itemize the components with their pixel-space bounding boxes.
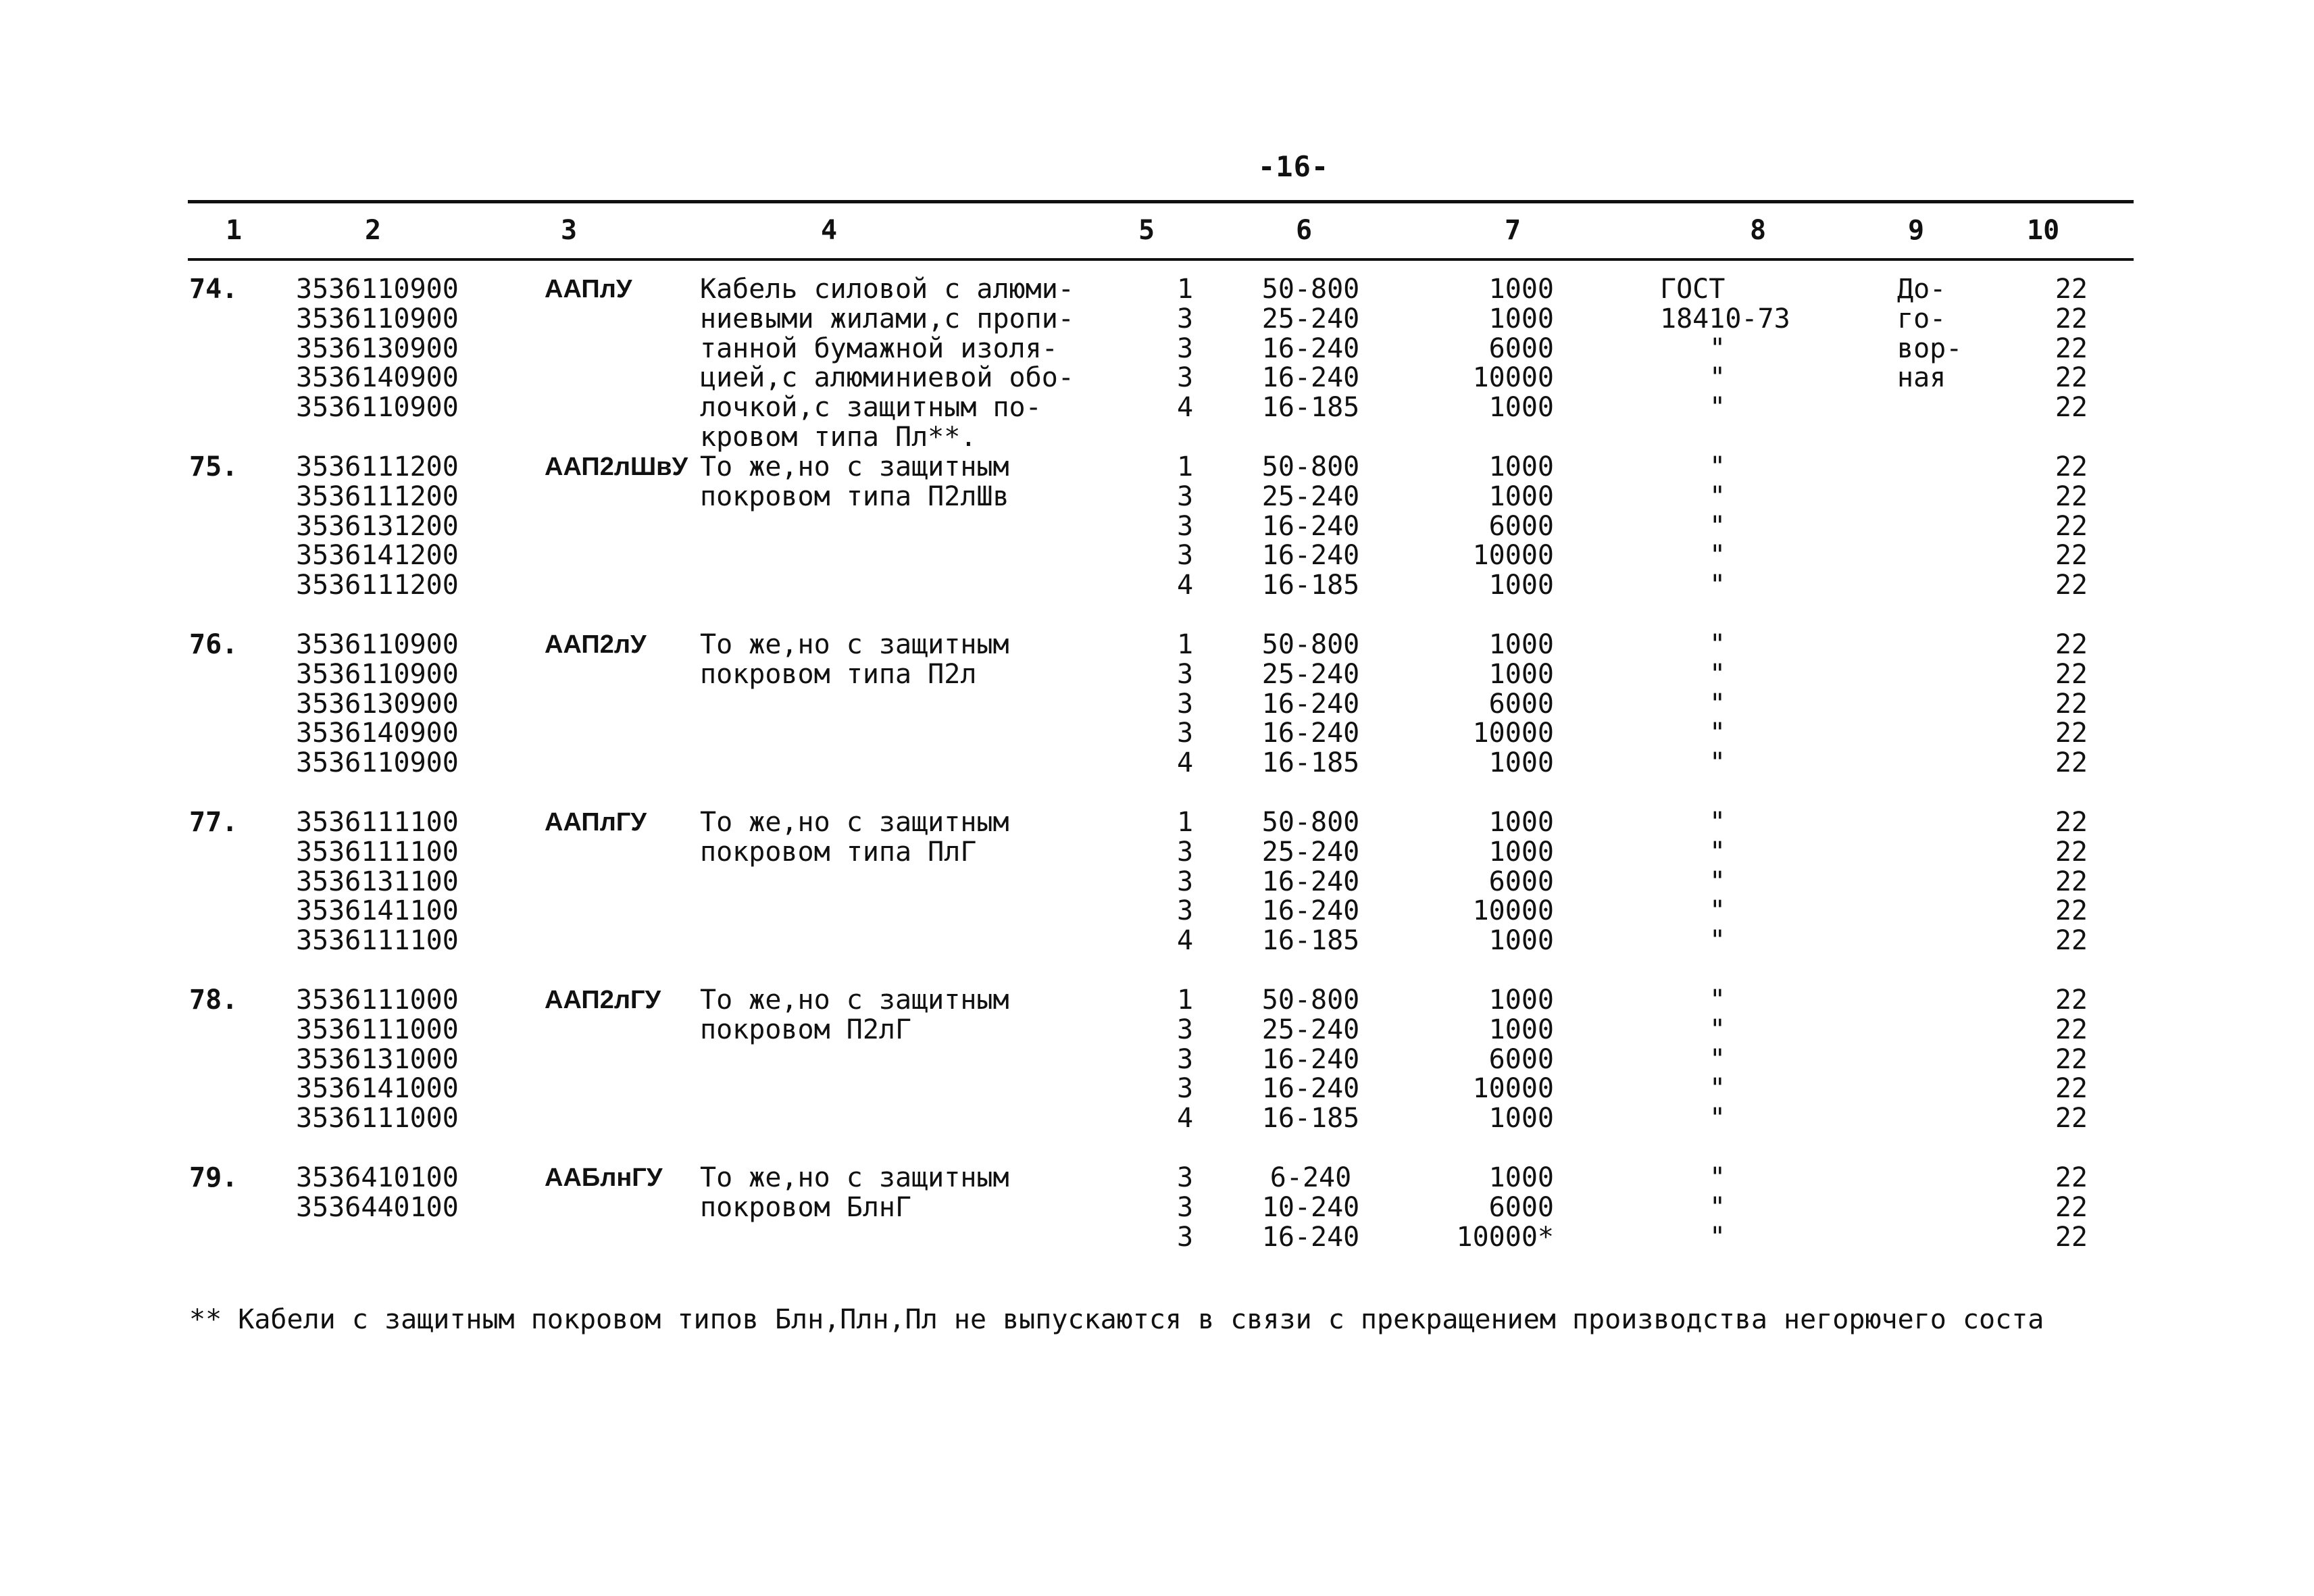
table-row xyxy=(0,1193,2314,1222)
table-row xyxy=(0,807,2314,837)
cross-section: 25-240 xyxy=(1261,836,1360,868)
item-number: 78. xyxy=(189,984,238,1016)
col-10-value: 22 xyxy=(2055,510,2088,542)
product-code: 3536111000 xyxy=(296,1014,459,1045)
col-10-value: 22 xyxy=(2055,332,2088,364)
table-row xyxy=(0,926,2314,955)
cable-description: То же,но с защитным xyxy=(700,451,1009,482)
product-code: 3536141100 xyxy=(296,895,459,927)
standard: " xyxy=(1709,540,1726,572)
footnote: ** Кабели с защитным покровом типов Блн,Плн,Пл не выпускаются в связи с прекращением производства негорючего соста xyxy=(189,1304,2044,1335)
standard: " xyxy=(1709,1043,1726,1075)
product-code: 3536110900 xyxy=(296,392,459,424)
voltage: 1000 xyxy=(1488,570,1554,601)
col-10-value: 22 xyxy=(2055,1073,2088,1105)
standard: " xyxy=(1709,836,1726,868)
product-code: 3536130900 xyxy=(296,688,459,720)
cross-section: 16-240 xyxy=(1261,1221,1360,1253)
voltage: 6000 xyxy=(1488,866,1554,897)
standard: " xyxy=(1709,895,1726,927)
voltage: 6000 xyxy=(1488,510,1554,542)
header-col-4: 4 xyxy=(821,215,838,246)
cross-section: 50-800 xyxy=(1261,984,1360,1016)
product-code: 3536111200 xyxy=(296,480,459,512)
core-count: 4 xyxy=(1177,747,1194,779)
table-row xyxy=(0,718,2314,748)
standard: " xyxy=(1709,332,1726,364)
col-10-value: 22 xyxy=(2055,984,2088,1016)
core-count: 3 xyxy=(1177,688,1194,720)
table-row xyxy=(0,748,2314,778)
cable-description: покровом типа П2лШв xyxy=(700,480,1009,512)
standard: " xyxy=(1709,1191,1726,1223)
voltage: 1000 xyxy=(1488,1103,1554,1134)
voltage: 1000 xyxy=(1488,747,1554,779)
voltage: 1000 xyxy=(1488,984,1554,1016)
core-count: 3 xyxy=(1177,658,1194,690)
item-number: 76. xyxy=(189,629,238,660)
table-row xyxy=(0,1015,2314,1045)
product-code: 3536130900 xyxy=(296,332,459,364)
col-10-value: 22 xyxy=(2055,480,2088,512)
cable-description: То же,но с защитным xyxy=(700,1162,1009,1193)
cross-section: 16-185 xyxy=(1261,925,1360,957)
product-code: 3536111200 xyxy=(296,451,459,482)
core-count: 3 xyxy=(1177,836,1194,868)
voltage: 1000 xyxy=(1488,1014,1554,1045)
cross-section: 16-240 xyxy=(1261,688,1360,720)
standard: " xyxy=(1709,1103,1726,1134)
table-row xyxy=(0,985,2314,1015)
table-row xyxy=(0,837,2314,867)
core-count: 3 xyxy=(1177,510,1194,542)
table-row xyxy=(0,689,2314,719)
voltage: 1000 xyxy=(1488,274,1554,305)
cable-description: То же,но с защитным xyxy=(700,984,1009,1016)
standard: " xyxy=(1709,1162,1726,1193)
cross-section: 16-185 xyxy=(1261,392,1360,424)
cross-section: 50-800 xyxy=(1261,629,1360,660)
header-rule-bottom xyxy=(188,258,2134,261)
standard: " xyxy=(1709,629,1726,660)
cross-section: 16-185 xyxy=(1261,570,1360,601)
voltage: 1000 xyxy=(1488,658,1554,690)
table-row xyxy=(0,867,2314,897)
table-row xyxy=(0,1103,2314,1133)
voltage: 1000 xyxy=(1488,1162,1554,1193)
product-code: 3536131200 xyxy=(296,510,459,542)
core-count: 3 xyxy=(1177,1043,1194,1075)
header-col-8: 8 xyxy=(1750,215,1767,246)
col-10-value: 22 xyxy=(2055,925,2088,957)
col-10-value: 22 xyxy=(2055,836,2088,868)
col-10-value: 22 xyxy=(2055,718,2088,749)
core-count: 3 xyxy=(1177,1191,1194,1223)
page-number: -16- xyxy=(1258,150,1330,183)
col-10-value: 22 xyxy=(2055,866,2088,897)
col-10-value: 22 xyxy=(2055,895,2088,927)
core-count: 1 xyxy=(1177,274,1194,305)
cross-section: 16-240 xyxy=(1261,895,1360,927)
price-note: вор- xyxy=(1897,332,1963,364)
cable-description: Кабель силовой с алюми- xyxy=(700,274,1074,305)
header-col-7: 7 xyxy=(1505,215,1521,246)
table-row xyxy=(0,363,2314,393)
product-code: 3536131100 xyxy=(296,866,459,897)
core-count: 3 xyxy=(1177,866,1194,897)
cable-description: То же,но с защитным xyxy=(700,629,1009,660)
product-code: 3536140900 xyxy=(296,362,459,394)
voltage: 1000 xyxy=(1488,451,1554,482)
voltage: 6000 xyxy=(1488,688,1554,720)
cable-description: танной бумажной изоля- xyxy=(700,332,1058,364)
col-10-value: 22 xyxy=(2055,807,2088,838)
cross-section: 16-240 xyxy=(1261,1073,1360,1105)
cross-section: 16-240 xyxy=(1261,866,1360,897)
col-10-value: 22 xyxy=(2055,1103,2088,1134)
col-10-value: 22 xyxy=(2055,1191,2088,1223)
product-code: 3536111000 xyxy=(296,1103,459,1134)
price-note: го- xyxy=(1897,303,1946,334)
table-row xyxy=(0,1074,2314,1103)
core-count: 4 xyxy=(1177,392,1194,424)
voltage: 1000 xyxy=(1488,836,1554,868)
voltage: 10000 xyxy=(1472,1073,1554,1105)
core-count: 3 xyxy=(1177,332,1194,364)
standard: " xyxy=(1709,807,1726,838)
core-count: 1 xyxy=(1177,451,1194,482)
standard: " xyxy=(1709,451,1726,482)
standard: " xyxy=(1709,1221,1726,1253)
product-code: 3536111100 xyxy=(296,925,459,957)
header-col-3: 3 xyxy=(561,215,578,246)
core-count: 3 xyxy=(1177,895,1194,927)
voltage: 6000 xyxy=(1488,332,1554,364)
core-count: 1 xyxy=(1177,807,1194,838)
core-count: 1 xyxy=(1177,984,1194,1016)
product-code: 3536110900 xyxy=(296,274,459,305)
core-count: 1 xyxy=(1177,629,1194,660)
product-code: 3536111000 xyxy=(296,984,459,1016)
table-row xyxy=(0,1163,2314,1193)
cable-mark: ААП2лУ xyxy=(545,630,647,659)
voltage: 1000 xyxy=(1488,303,1554,334)
cross-section: 10-240 xyxy=(1261,1191,1360,1223)
cross-section: 50-800 xyxy=(1261,807,1360,838)
product-code: 3536111100 xyxy=(296,807,459,838)
core-count: 3 xyxy=(1177,1073,1194,1105)
header-col-2: 2 xyxy=(365,215,382,246)
standard: " xyxy=(1709,718,1726,749)
product-code: 3536110900 xyxy=(296,747,459,779)
col-10-value: 22 xyxy=(2055,1221,2088,1253)
col-10-value: 22 xyxy=(2055,362,2088,394)
voltage: 10000 xyxy=(1472,362,1554,394)
col-10-value: 22 xyxy=(2055,274,2088,305)
cross-section: 16-240 xyxy=(1261,332,1360,364)
cable-mark: ААП2лГУ xyxy=(545,986,661,1014)
table-row xyxy=(0,659,2314,689)
header-col-6: 6 xyxy=(1296,215,1313,246)
product-code: 3536111200 xyxy=(296,570,459,601)
col-10-value: 22 xyxy=(2055,658,2088,690)
standard: " xyxy=(1709,362,1726,394)
standard: " xyxy=(1709,658,1726,690)
standard: " xyxy=(1709,1014,1726,1045)
cable-description: То же,но с защитным xyxy=(700,807,1009,838)
voltage: 6000 xyxy=(1488,1043,1554,1075)
cross-section: 25-240 xyxy=(1261,1014,1360,1045)
col-10-value: 22 xyxy=(2055,451,2088,482)
item-number: 74. xyxy=(189,274,238,305)
core-count: 4 xyxy=(1177,925,1194,957)
table-row xyxy=(0,304,2314,334)
cross-section: 25-240 xyxy=(1261,480,1360,512)
header-col-5: 5 xyxy=(1138,215,1155,246)
cross-section: 16-240 xyxy=(1261,362,1360,394)
product-code: 3536110900 xyxy=(296,303,459,334)
col-10-value: 22 xyxy=(2055,570,2088,601)
voltage: 10000 xyxy=(1472,718,1554,749)
voltage: 10000 xyxy=(1472,540,1554,572)
price-note: До- xyxy=(1897,274,1946,305)
table-row xyxy=(0,482,2314,512)
cable-description: цией,с алюминиевой обо- xyxy=(700,362,1074,394)
core-count: 3 xyxy=(1177,540,1194,572)
standard: " xyxy=(1709,688,1726,720)
cable-mark: ААБлнГУ xyxy=(545,1164,663,1192)
standard: " xyxy=(1709,1073,1726,1105)
standard: 18410-73 xyxy=(1660,303,1790,334)
product-code: 3536131000 xyxy=(296,1043,459,1075)
product-code: 3536141000 xyxy=(296,1073,459,1105)
header-rule-top xyxy=(188,200,2134,203)
item-number: 79. xyxy=(189,1162,238,1193)
cross-section: 16-185 xyxy=(1261,1103,1360,1134)
table-row xyxy=(0,541,2314,570)
cross-section: 25-240 xyxy=(1261,303,1360,334)
standard: " xyxy=(1709,866,1726,897)
product-code: 3536440100 xyxy=(296,1191,459,1223)
voltage: 1000 xyxy=(1488,629,1554,660)
cross-section: 16-185 xyxy=(1261,747,1360,779)
cable-mark: ААП2лШвУ xyxy=(545,453,688,481)
voltage: 10000 xyxy=(1472,895,1554,927)
table-row xyxy=(0,274,2314,304)
voltage: 1000 xyxy=(1488,392,1554,424)
core-count: 3 xyxy=(1177,1221,1194,1253)
core-count: 4 xyxy=(1177,1103,1194,1134)
cross-section: 16-240 xyxy=(1261,510,1360,542)
table-row xyxy=(0,896,2314,926)
col-10-value: 22 xyxy=(2055,392,2088,424)
product-code: 3536140900 xyxy=(296,718,459,749)
core-count: 3 xyxy=(1177,1014,1194,1045)
cross-section: 50-800 xyxy=(1261,274,1360,305)
standard: " xyxy=(1709,747,1726,779)
col-10-value: 22 xyxy=(2055,303,2088,334)
col-10-value: 22 xyxy=(2055,629,2088,660)
col-10-value: 22 xyxy=(2055,1014,2088,1045)
cross-section: 6-240 xyxy=(1269,1162,1352,1193)
product-code: 3536110900 xyxy=(296,629,459,660)
cross-section: 16-240 xyxy=(1261,718,1360,749)
table-row xyxy=(0,570,2314,600)
col-10-value: 22 xyxy=(2055,540,2088,572)
cable-mark: ААПлУ xyxy=(545,275,632,303)
header-col-1: 1 xyxy=(226,215,243,246)
standard: " xyxy=(1709,510,1726,542)
core-count: 3 xyxy=(1177,303,1194,334)
table-row xyxy=(0,630,2314,659)
table-row xyxy=(0,393,2314,422)
voltage: 10000* xyxy=(1456,1221,1554,1253)
col-10-value: 22 xyxy=(2055,1162,2088,1193)
voltage: 1000 xyxy=(1488,480,1554,512)
voltage: 6000 xyxy=(1488,1191,1554,1223)
table-row xyxy=(0,512,2314,541)
product-code: 3536110900 xyxy=(296,658,459,690)
cross-section: 50-800 xyxy=(1261,451,1360,482)
cable-description: покровом типа П2л xyxy=(700,658,977,690)
product-code: 3536111100 xyxy=(296,836,459,868)
item-number: 77. xyxy=(189,807,238,838)
col-10-value: 22 xyxy=(2055,1043,2088,1075)
core-count: 3 xyxy=(1177,362,1194,394)
cross-section: 25-240 xyxy=(1261,658,1360,690)
voltage: 1000 xyxy=(1488,925,1554,957)
item-number: 75. xyxy=(189,451,238,482)
cable-description: покровом типа ПлГ xyxy=(700,836,977,868)
col-10-value: 22 xyxy=(2055,688,2088,720)
cable-description: покровом П2лГ xyxy=(700,1014,912,1045)
header-col-9: 9 xyxy=(1908,215,1925,246)
voltage: 1000 xyxy=(1488,807,1554,838)
header-col-10: 10 xyxy=(2027,215,2060,246)
cross-section: 16-240 xyxy=(1261,540,1360,572)
table-row xyxy=(0,1045,2314,1074)
table-row xyxy=(0,334,2314,364)
table-row xyxy=(0,422,2314,452)
table-row xyxy=(0,1222,2314,1252)
core-count: 3 xyxy=(1177,718,1194,749)
cross-section: 16-240 xyxy=(1261,1043,1360,1075)
standard: " xyxy=(1709,392,1726,424)
standard: " xyxy=(1709,480,1726,512)
col-10-value: 22 xyxy=(2055,747,2088,779)
standard: " xyxy=(1709,570,1726,601)
core-count: 3 xyxy=(1177,1162,1194,1193)
cable-description: покровом БлнГ xyxy=(700,1191,912,1223)
standard: " xyxy=(1709,984,1726,1016)
product-code: 3536410100 xyxy=(296,1162,459,1193)
cable-description: лочкой,с защитным по- xyxy=(700,392,1042,424)
standard: " xyxy=(1709,925,1726,957)
cable-mark: ААПлГУ xyxy=(545,808,647,837)
core-count: 4 xyxy=(1177,570,1194,601)
core-count: 3 xyxy=(1177,480,1194,512)
standard: ГОСТ xyxy=(1660,274,1726,305)
cable-description: ниевыми жилами,с пропи- xyxy=(700,303,1074,334)
price-note: ная xyxy=(1897,362,1946,394)
table-row xyxy=(0,452,2314,482)
product-code: 3536141200 xyxy=(296,540,459,572)
cable-description: кровом типа Пл**. xyxy=(700,422,977,453)
